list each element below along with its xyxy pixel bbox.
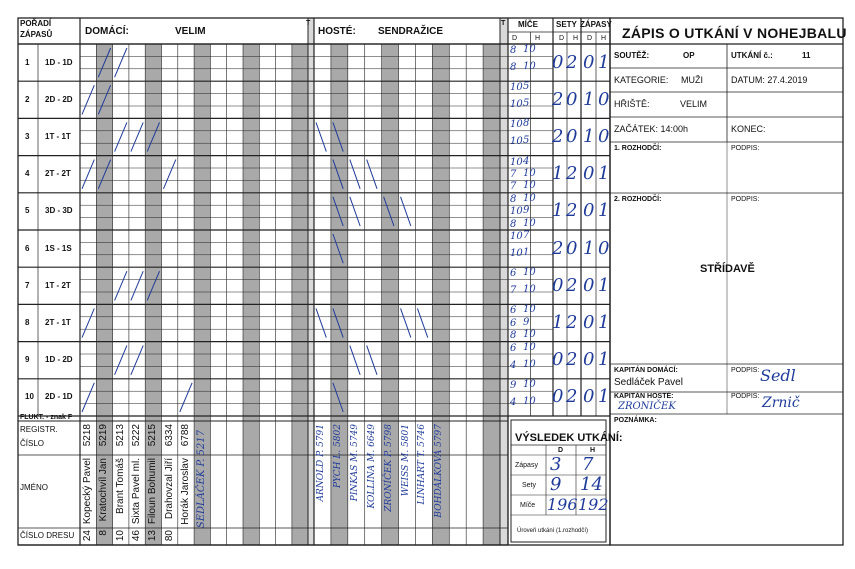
konec-label: KONEC: [731, 124, 766, 134]
sets-away: 2 [566, 200, 578, 222]
shaded-column [243, 44, 259, 545]
balls-home: 6 [510, 317, 517, 329]
match-number: 7 [25, 280, 30, 290]
matches-home: 1 [583, 88, 595, 110]
shaded-column [292, 44, 308, 545]
sets-away: 2 [566, 163, 578, 185]
dh-label: H [535, 35, 541, 42]
datum-label: DATUM: 27.4.2019 [731, 75, 808, 85]
match-number: 3 [25, 132, 30, 141]
substitution-mark [131, 346, 143, 375]
result-title: VÝSLEDEK UTKÁNÍ: [515, 432, 623, 444]
balls-home: 6 [510, 342, 517, 354]
result-sety-away: 14 [580, 474, 603, 495]
away-player-name: BOHDÁLKOVÁ 5797 [434, 424, 445, 518]
match-number: 6 [25, 243, 30, 253]
sets-home: 1 [552, 312, 564, 333]
home-jersey-number: 10 [114, 530, 126, 542]
podpis-1: PODPIS: [731, 145, 760, 152]
sets-home: 0 [552, 349, 564, 371]
match-number: 5 [25, 206, 30, 216]
page-title: ZÁPIS O UTKÁNÍ V NOHEJBALU [622, 25, 847, 41]
sets-away: 0 [566, 237, 578, 259]
match-code: 2T - 1T [45, 318, 71, 327]
matches-home: 0 [583, 274, 595, 296]
balls-home: 8 [510, 193, 517, 205]
matches-away: 0 [598, 126, 610, 147]
home-reg-number: 6788 [179, 424, 191, 447]
match-number: 4 [25, 169, 30, 179]
home-jersey-number: 8 [98, 530, 110, 536]
balls-away: 10 [523, 395, 536, 407]
balls-away: 10 [523, 284, 536, 296]
home-player-name: Drahovzal Jiří [163, 458, 175, 520]
balls-away: 1 [523, 246, 530, 258]
podpis-2: PODPIS: [731, 196, 760, 203]
kapitan-domaci-name: Sedláček Pavel [614, 377, 683, 388]
balls-away: 5 [523, 81, 530, 93]
balls-home: 10 [510, 136, 523, 148]
result-zapasy-label: Zápasy [515, 462, 538, 469]
substitution-mark [350, 160, 360, 189]
dh-label: D [559, 35, 565, 42]
hriste-value: VELIM [680, 99, 708, 109]
substitution-mark [115, 346, 127, 375]
balls-home: 8 [510, 61, 517, 73]
sets-away: 0 [566, 88, 578, 110]
sets-home: 2 [552, 126, 564, 147]
balls-home: 10 [510, 119, 523, 131]
home-player-name: SEDLÁČEK P. 5217 [196, 430, 208, 529]
dh-label: D [587, 35, 593, 42]
poznamka-label: POZNÁMKA: [614, 417, 657, 424]
substitution-mark [367, 160, 377, 189]
dh-label: H [573, 35, 579, 42]
match-code: 1D - 1D [45, 57, 73, 67]
kategorie-label: KATEGORIE: [614, 75, 669, 85]
substitution-mark [82, 160, 94, 189]
balls-home: 4 [510, 359, 517, 371]
result-zapasy-home: 3 [550, 454, 562, 475]
result-mice-home: 196 [547, 495, 578, 514]
balls-away: 9 [523, 205, 530, 217]
balls-home: 6 [510, 268, 517, 280]
home-team-name: VELIM [175, 26, 206, 37]
balls-away: 10 [523, 168, 536, 179]
cislo-label: ČÍSLO [20, 439, 45, 448]
matches-home: 0 [583, 200, 595, 222]
balls-home: 7 [510, 181, 517, 193]
home-player-name: Horák Jaroslav [179, 458, 191, 525]
balls-home: 8 [510, 45, 517, 56]
balls-home: 10 [510, 231, 523, 242]
home-reg-number: 5218 [82, 424, 93, 447]
home-jersey-number: 46 [130, 530, 142, 542]
sets-home: 0 [552, 274, 564, 296]
home-player-name: Brant Tomáš [114, 458, 126, 514]
match-code: 1T - 2T [45, 280, 71, 290]
away-player-name: PYCH L. 5802 [332, 424, 343, 489]
away-player-name: KOLLINA M. 6649 [366, 424, 377, 509]
sets-home: 0 [552, 51, 564, 73]
substitution-mark [131, 271, 143, 300]
matches-home: 0 [583, 163, 595, 185]
result-mice-away: 192 [578, 495, 609, 514]
podpis-kh: PODPIS: [731, 393, 760, 400]
substitution-mark [82, 308, 94, 337]
balls-home: 10 [510, 99, 523, 111]
t-away: T [501, 20, 506, 27]
matches-away: 1 [598, 163, 610, 185]
right-panel-border [610, 18, 843, 545]
home-team-label: DOMÁCÍ: [85, 26, 129, 37]
balls-home: 10 [510, 156, 523, 168]
balls-away: 10 [523, 341, 536, 353]
substitution-mark [115, 122, 127, 151]
balls-home: 7 [510, 285, 517, 297]
match-number: 8 [25, 318, 30, 327]
t-column [500, 18, 508, 545]
result-h: H [590, 447, 596, 454]
balls-home: 10 [510, 247, 523, 259]
match-code: 2T - 2T [45, 169, 71, 179]
hriste-label: HŘIŠTĚ: [614, 99, 650, 109]
substitution-mark [115, 271, 127, 300]
home-jersey-number: 80 [163, 530, 175, 542]
result-zapasy-away: 7 [582, 454, 594, 475]
substitution-mark [401, 308, 411, 337]
sets-home: 1 [552, 200, 564, 222]
sets-home: 2 [552, 88, 564, 110]
substitution-mark [180, 383, 192, 412]
away-team-label: HOSTÉ: [318, 26, 356, 37]
matches-away: 1 [598, 312, 610, 333]
sets-away: 0 [566, 126, 578, 147]
substitution-mark [164, 160, 176, 189]
balls-away: 10 [523, 378, 536, 390]
match-number: 1 [25, 57, 30, 67]
mice-header: MÍČE [518, 20, 538, 29]
matches-away: 1 [598, 200, 610, 222]
result-uroven: Úroveň utkání (1.rozhodčí) [517, 528, 589, 534]
balls-home: 7 [510, 169, 517, 180]
match-code: 1S - 1S [45, 243, 72, 253]
sets-away: 2 [566, 386, 578, 408]
sety-header: SETY [556, 20, 577, 29]
matches-home: 0 [583, 312, 595, 333]
substitution-mark [350, 197, 360, 226]
utkani-value: 11 [802, 51, 811, 60]
kapitan-hoste-signature: Zrnič [762, 395, 800, 411]
rozhodci2-label: 2. ROZHODČÍ: [614, 196, 662, 203]
balls-away: 10 [523, 192, 536, 204]
t-home: T [306, 20, 311, 27]
substitution-mark [115, 48, 127, 77]
matches-away: 1 [598, 349, 610, 371]
match-code: 2D - 1D [45, 392, 73, 402]
balls-away: 10 [523, 180, 536, 192]
balls-away: 10 [523, 358, 536, 370]
zapasy-header: ZÁPASY [580, 20, 612, 29]
flukt-label: FLUKT. - znak F [20, 414, 73, 421]
utkani-label: UTKÁNÍ č.: [731, 51, 773, 60]
matches-home: 0 [583, 349, 595, 371]
jmeno-label: JMÉNO [20, 483, 48, 492]
header-zapasu: ZÁPASŮ [20, 30, 53, 39]
home-jersey-number: 13 [147, 530, 159, 542]
matches-away: 0 [598, 237, 610, 259]
balls-away: 7 [523, 230, 530, 241]
substitution-mark [82, 85, 94, 114]
home-reg-number: 5222 [130, 424, 142, 447]
substitution-mark [401, 197, 411, 226]
away-player-name: ARNOLD P. 5791 [316, 424, 326, 502]
substitution-mark [367, 346, 377, 375]
soutez-label: SOUTĚŽ: [614, 51, 650, 60]
substitution-mark [316, 122, 326, 151]
header-poradi: POŘADÍ [20, 19, 52, 28]
substitution-mark [316, 308, 326, 337]
balls-away: 10 [523, 217, 536, 229]
substitution-mark [417, 308, 427, 337]
away-team-name: SENDRAŽICE [378, 26, 444, 37]
substitution-mark [350, 346, 360, 375]
home-reg-number: 5213 [114, 424, 126, 447]
result-d: D [558, 447, 564, 454]
balls-away: 5 [523, 98, 530, 110]
result-sety-label: Sety [522, 482, 537, 489]
match-code: 3D - 3D [45, 206, 73, 216]
balls-away: 10 [523, 329, 536, 341]
balls-away: 10 [523, 60, 536, 72]
matches-away: 1 [598, 274, 610, 296]
kapitan-hoste-name: ZRONIČEK [618, 401, 676, 412]
home-player-name: Kratochvíl Jan [98, 458, 110, 522]
substitution-mark [131, 122, 143, 151]
away-player-name: WEISS M. 5801 [400, 424, 411, 497]
home-reg-number: 6334 [163, 424, 175, 447]
sets-away: 2 [566, 312, 578, 333]
balls-home: 6 [510, 305, 517, 317]
away-player-name: ZRONÍČEK P. 5798 [383, 424, 394, 512]
away-player-name: PINKAS M. 5749 [349, 424, 360, 502]
home-reg-number: 5219 [98, 424, 110, 447]
cislo-dresu-label: ČÍSLO DRESU [20, 531, 75, 540]
balls-home: 10 [510, 82, 523, 94]
kategorie-value: MUŽI [681, 75, 703, 85]
home-player-name: Filoun Bohumil [147, 458, 159, 525]
kapitan-hoste-label: KAPITÁN HOSTÉ: [614, 393, 674, 400]
registr-label: REGISTR. [20, 425, 58, 434]
sets-away: 2 [566, 349, 578, 371]
balls-home: 4 [510, 396, 517, 408]
matches-home: 0 [583, 51, 595, 73]
home-player-name: Kopecký Pavel [82, 458, 93, 525]
t-column [308, 18, 314, 545]
balls-away: 9 [523, 316, 530, 328]
match-code: 1D - 2D [45, 355, 73, 365]
balls-home: 8 [510, 330, 517, 342]
balls-home: 9 [510, 379, 517, 391]
match-code: 1T - 1T [45, 132, 71, 141]
match-number: 2 [25, 94, 30, 104]
rozhodci1-label: 1. ROZHODČÍ: [614, 145, 662, 152]
result-sety-home: 9 [550, 474, 562, 495]
substitution-mark [82, 383, 94, 412]
home-jersey-number: 24 [82, 530, 93, 542]
kapitan-domaci-label: KAPITÁN DOMÁCÍ: [614, 367, 678, 374]
dh-label: H [601, 35, 607, 42]
sets-home: 2 [552, 237, 564, 259]
dh-label: D [512, 35, 518, 42]
result-mice-label: Míče [520, 502, 536, 509]
match-number: 9 [25, 355, 30, 365]
matches-away: 0 [598, 88, 610, 110]
match-code: 2D - 2D [45, 94, 73, 104]
matches-home: 0 [583, 386, 595, 408]
balls-away: 10 [523, 304, 536, 316]
soutez-value: OP [683, 51, 695, 60]
home-player-name: Sixta Pavel ml. [130, 458, 142, 525]
sets-home: 0 [552, 386, 564, 408]
sets-home: 1 [552, 163, 564, 185]
kapitan-domaci-signature: Sedl [760, 366, 796, 385]
sets-away: 2 [566, 274, 578, 296]
balls-away: 5 [523, 135, 530, 147]
matches-home: 1 [583, 126, 595, 147]
podpis-kd: PODPIS: [731, 367, 760, 374]
matches-home: 1 [583, 237, 595, 259]
matches-away: 1 [598, 51, 610, 73]
away-player-name: LINHART T. 5746 [417, 424, 428, 505]
balls-away: 10 [523, 267, 536, 279]
match-number: 10 [25, 392, 34, 402]
home-reg-number: 5215 [147, 424, 159, 447]
balls-away: 8 [523, 118, 530, 130]
balls-away: 4 [523, 155, 530, 167]
zacatek-label: ZAČÁTEK: 14:00h [614, 124, 689, 134]
balls-away: 10 [523, 44, 536, 55]
balls-home: 8 [510, 218, 517, 230]
balls-home: 10 [510, 206, 523, 218]
sets-away: 2 [566, 51, 578, 73]
shaded-column [483, 44, 500, 545]
stridave-text: STŘÍDAVĚ [700, 263, 755, 275]
matches-away: 1 [598, 386, 610, 408]
